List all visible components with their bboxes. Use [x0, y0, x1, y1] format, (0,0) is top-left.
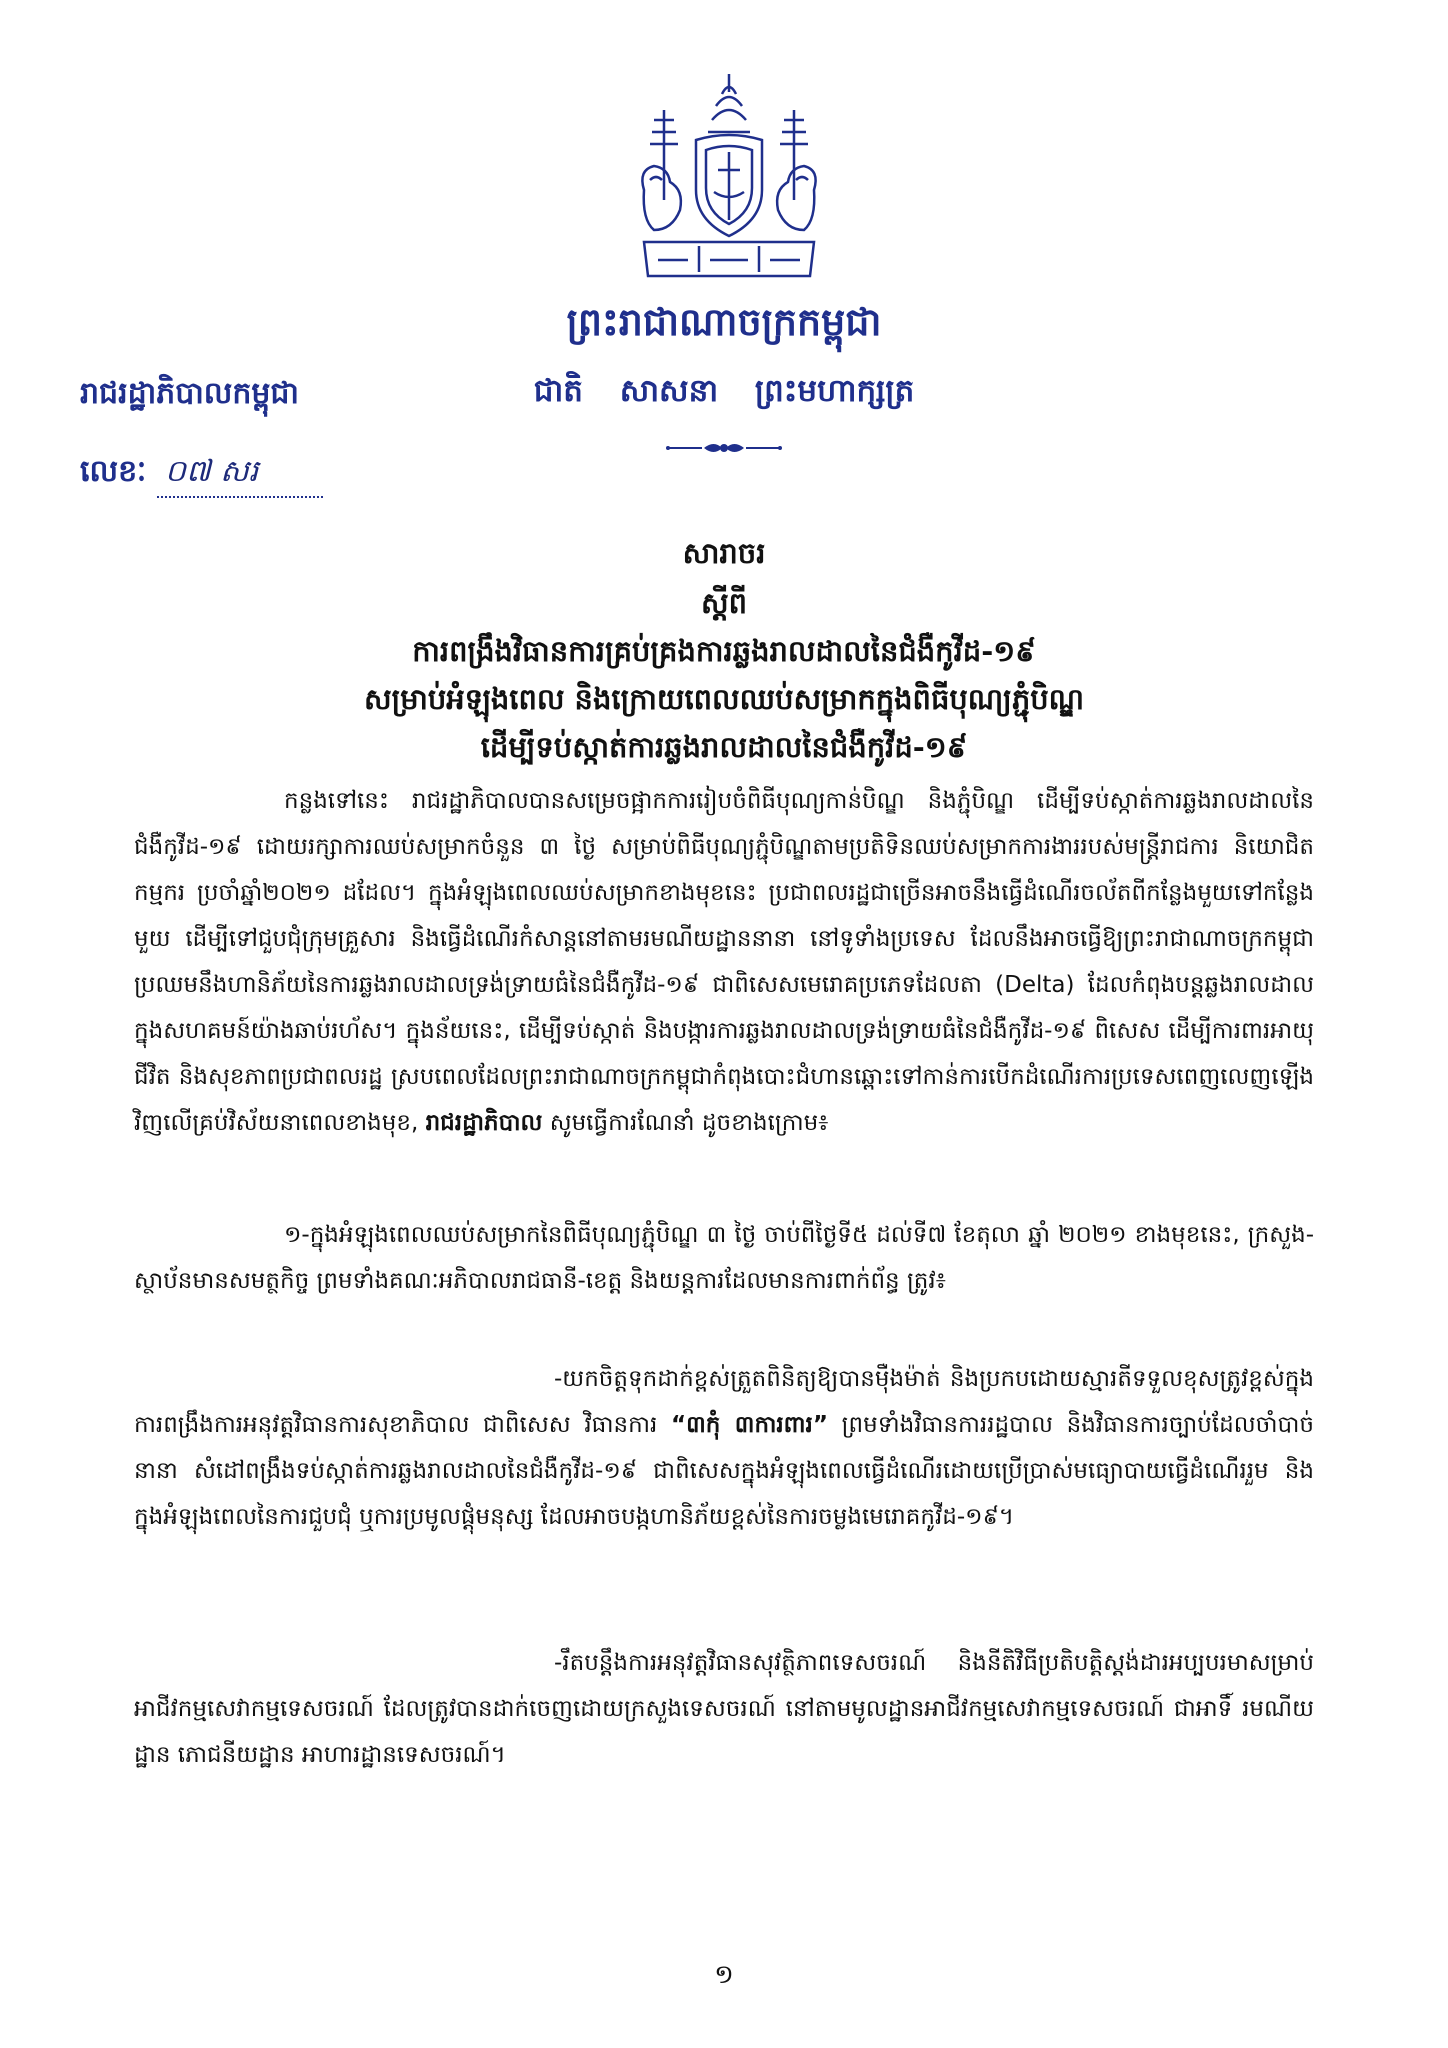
- reference-label: លេខៈ: [80, 454, 147, 489]
- ornamental-divider: [664, 438, 784, 458]
- document-title-line-2: សម្រាប់អំឡុងពេល និងក្រោយពេលឈប់សម្រាកក្នុងពិធីបុណ្យភ្ជុំបិណ្ឌ: [363, 682, 1085, 716]
- bullet-1-continuation: ព្រមទាំងវិធានការរដ្ឋបាល និងវិធានការច្បាប់ដែលចាំបាច់នានា សំដៅពង្រឹងទប់ស្កាត់ការឆ្លងរាលដាលនៃជំងឺកូវីដ-១៩ ជាពិសេសក្នុងអំឡុងពេលធ្វើដំណើរដោយប្រើប្រាស់មធ្យោបាយធ្វើដំណើររួម និងក្នុងអំឡុងពេលនៃការជួបជុំ ឬការប្រមូលផ្តុំមនុស្ស ដែលអាចបង្កហានិភ័យខ្ពស់នៃការចម្លងមេរោគកូវីដ-១៩។: [134, 1412, 1315, 1530]
- document-title-line-3: ដើម្បីទប់ស្កាត់ការឆ្លងរាលដាលនៃជំងឺកូវីដ-១៩: [480, 730, 968, 764]
- document-type: សារាចរ: [682, 536, 766, 570]
- bullet-1-bold-slogan: “៣កុំ ៣ការពារ”: [671, 1412, 828, 1438]
- reference-number: ០៧ សរ: [157, 452, 323, 498]
- royal-coat-of-arms-emblem: [624, 70, 834, 290]
- point-1-paragraph: ១-ក្នុងអំឡុងពេលឈប់សម្រាកនៃពិធីបុណ្យភ្ជុំបិណ្ឌ ៣ ថ្ងៃ ចាប់ពីថ្ងៃទី៥ ដល់ទី៧ ខែតុលា ឆ្នាំ ២០២១ ខាងមុខនេះ, ក្រសួង-ស្ថាប័នមានសមត្ថកិច្ច ព្រមទាំងគណៈអភិបាលរាជធានី-ខេត្ត និងយន្តការដែលមានការពាក់ព័ន្ធ ត្រូវ៖: [134, 1222, 1314, 1294]
- bullet-2-paragraph: -រឹតបន្តឹងការអនុវត្តវិធានសុវត្ថិភាពទេសចរណ៍ និងនីតិវិធីប្រតិបត្តិស្តង់ដារអប្បបរមាសម្រាប់អាជីវកម្មសេវាកម្មទេសចរណ៍ ដែលត្រូវបានដាក់ចេញដោយក្រសួងទេសចរណ៍ នៅតាមមូលដ្ឋានអាជីវកម្មសេវាកម្មទេសចរណ៍ ជាអាទិ៍ រមណីយដ្ឋាន ភោជនីយដ្ឋាន អាហារដ្ឋានទេសចរណ៍។: [134, 1650, 1314, 1768]
- government-name: រាជរដ្ឋាភិបាលកម្ពុជា: [80, 376, 299, 411]
- intro-government-bold: រាជរដ្ឋាភិបាល: [425, 1110, 543, 1136]
- intro-paragraph: [134, 778, 1314, 1146]
- reference-number-line: [80, 452, 323, 498]
- page-number: ១: [714, 1960, 734, 1990]
- intro-text: កន្លងទៅនេះ រាជរដ្ឋាភិបាលបានសម្រេចផ្អាកការរៀបចំពិធីបុណ្យកាន់បិណ្ឌ និងភ្ជុំបិណ្ឌ ដើម្បីទប់ស្កាត់ការឆ្លងរាលដាលនៃជំងឺកូវីដ-១៩ ដោយរក្សាការឈប់សម្រាកចំនួន ៣ ថ្ងៃ សម្រាប់ពិធីបុណ្យភ្ជុំបិណ្ឌតាមប្រតិទិនឈប់សម្រាកការងាររបស់មន្ត្រីរាជការ និយោជិត កម្មករ ប្រចាំឆ្នាំ២០២១ ដដែល។ ក្នុងអំឡុងពេលឈប់សម្រាកខាងមុខនេះ ប្រជាពលរដ្ឋជាច្រើនអាចនឹងធ្វើដំណើរចល័តពីកន្លែងមួយទៅកន្លែងមួយ ដើម្បីទៅជួបជុំក្រុមគ្រួសារ និងធ្វើដំណើរកំសាន្តនៅតាមរមណីយដ្ឋាននានា នៅទូទាំងប្រទេស ដែលនឹងអាចធ្វើឱ្យព្រះរាជាណាចក្រកម្ពុជាប្រឈមនឹងហានិភ័យនៃការឆ្លងរាលដាលទ្រង់ទ្រាយធំនៃជំងឺកូវីដ-១៩ ជាពិសេសមេរោគប្រភេទដែលតា (Delta) ដែលកំពុងបន្តឆ្លងរាលដាលក្នុងសហគមន៍យ៉ាងឆាប់រហ័ស។ ក្នុងន័យនេះ, ដើម្បីទប់ស្កាត់ និងបង្ការការឆ្លងរាលដាលទ្រង់ទ្រាយធំនៃជំងឺកូវីដ-១៩ ពិសេស ដើម្បីការពារអាយុជីវិត និងសុខភាពប្រជាពលរដ្ឋ ស្របពេលដែលព្រះរាជាណាចក្រកម្ពុជាកំពុងបោះជំហានឆ្ពោះទៅកាន់ការបើកដំណើរការប្រទេសពេញលេញឡើងវិញលើគ្រប់វិស័យនាពេលខាងមុខ,: [134, 788, 1314, 1136]
- bullet-1-paragraph: [134, 1356, 1314, 1540]
- national-motto: ជាតិ សាសនា ព្រះមហាក្សត្រ: [533, 373, 915, 409]
- kingdom-heading: ព្រះរាជាណាចក្រកម្ពុជា: [566, 299, 882, 344]
- document-about: ស្តីពី: [700, 586, 748, 620]
- document-title-line-1: ការពង្រឹងវិធានការគ្រប់គ្រងការឆ្លងរាលដាលនៃជំងឺកូវីដ-១៩: [412, 634, 1036, 668]
- intro-closing: សូមធ្វើការណែនាំ ដូចខាងក្រោម៖: [549, 1110, 829, 1136]
- bullet-1-text: -យកចិត្តទុកដាក់ខ្ពស់ត្រួតពិនិត្យឱ្យបានម៉ឺងម៉ាត់ និងប្រកបដោយស្មារតីទទួលខុសត្រូវខ្ពស់ក្នុងការពង្រឹងការអនុវត្តវិធានការសុខាភិបាល ជាពិសេស វិធានការ: [134, 1366, 1314, 1438]
